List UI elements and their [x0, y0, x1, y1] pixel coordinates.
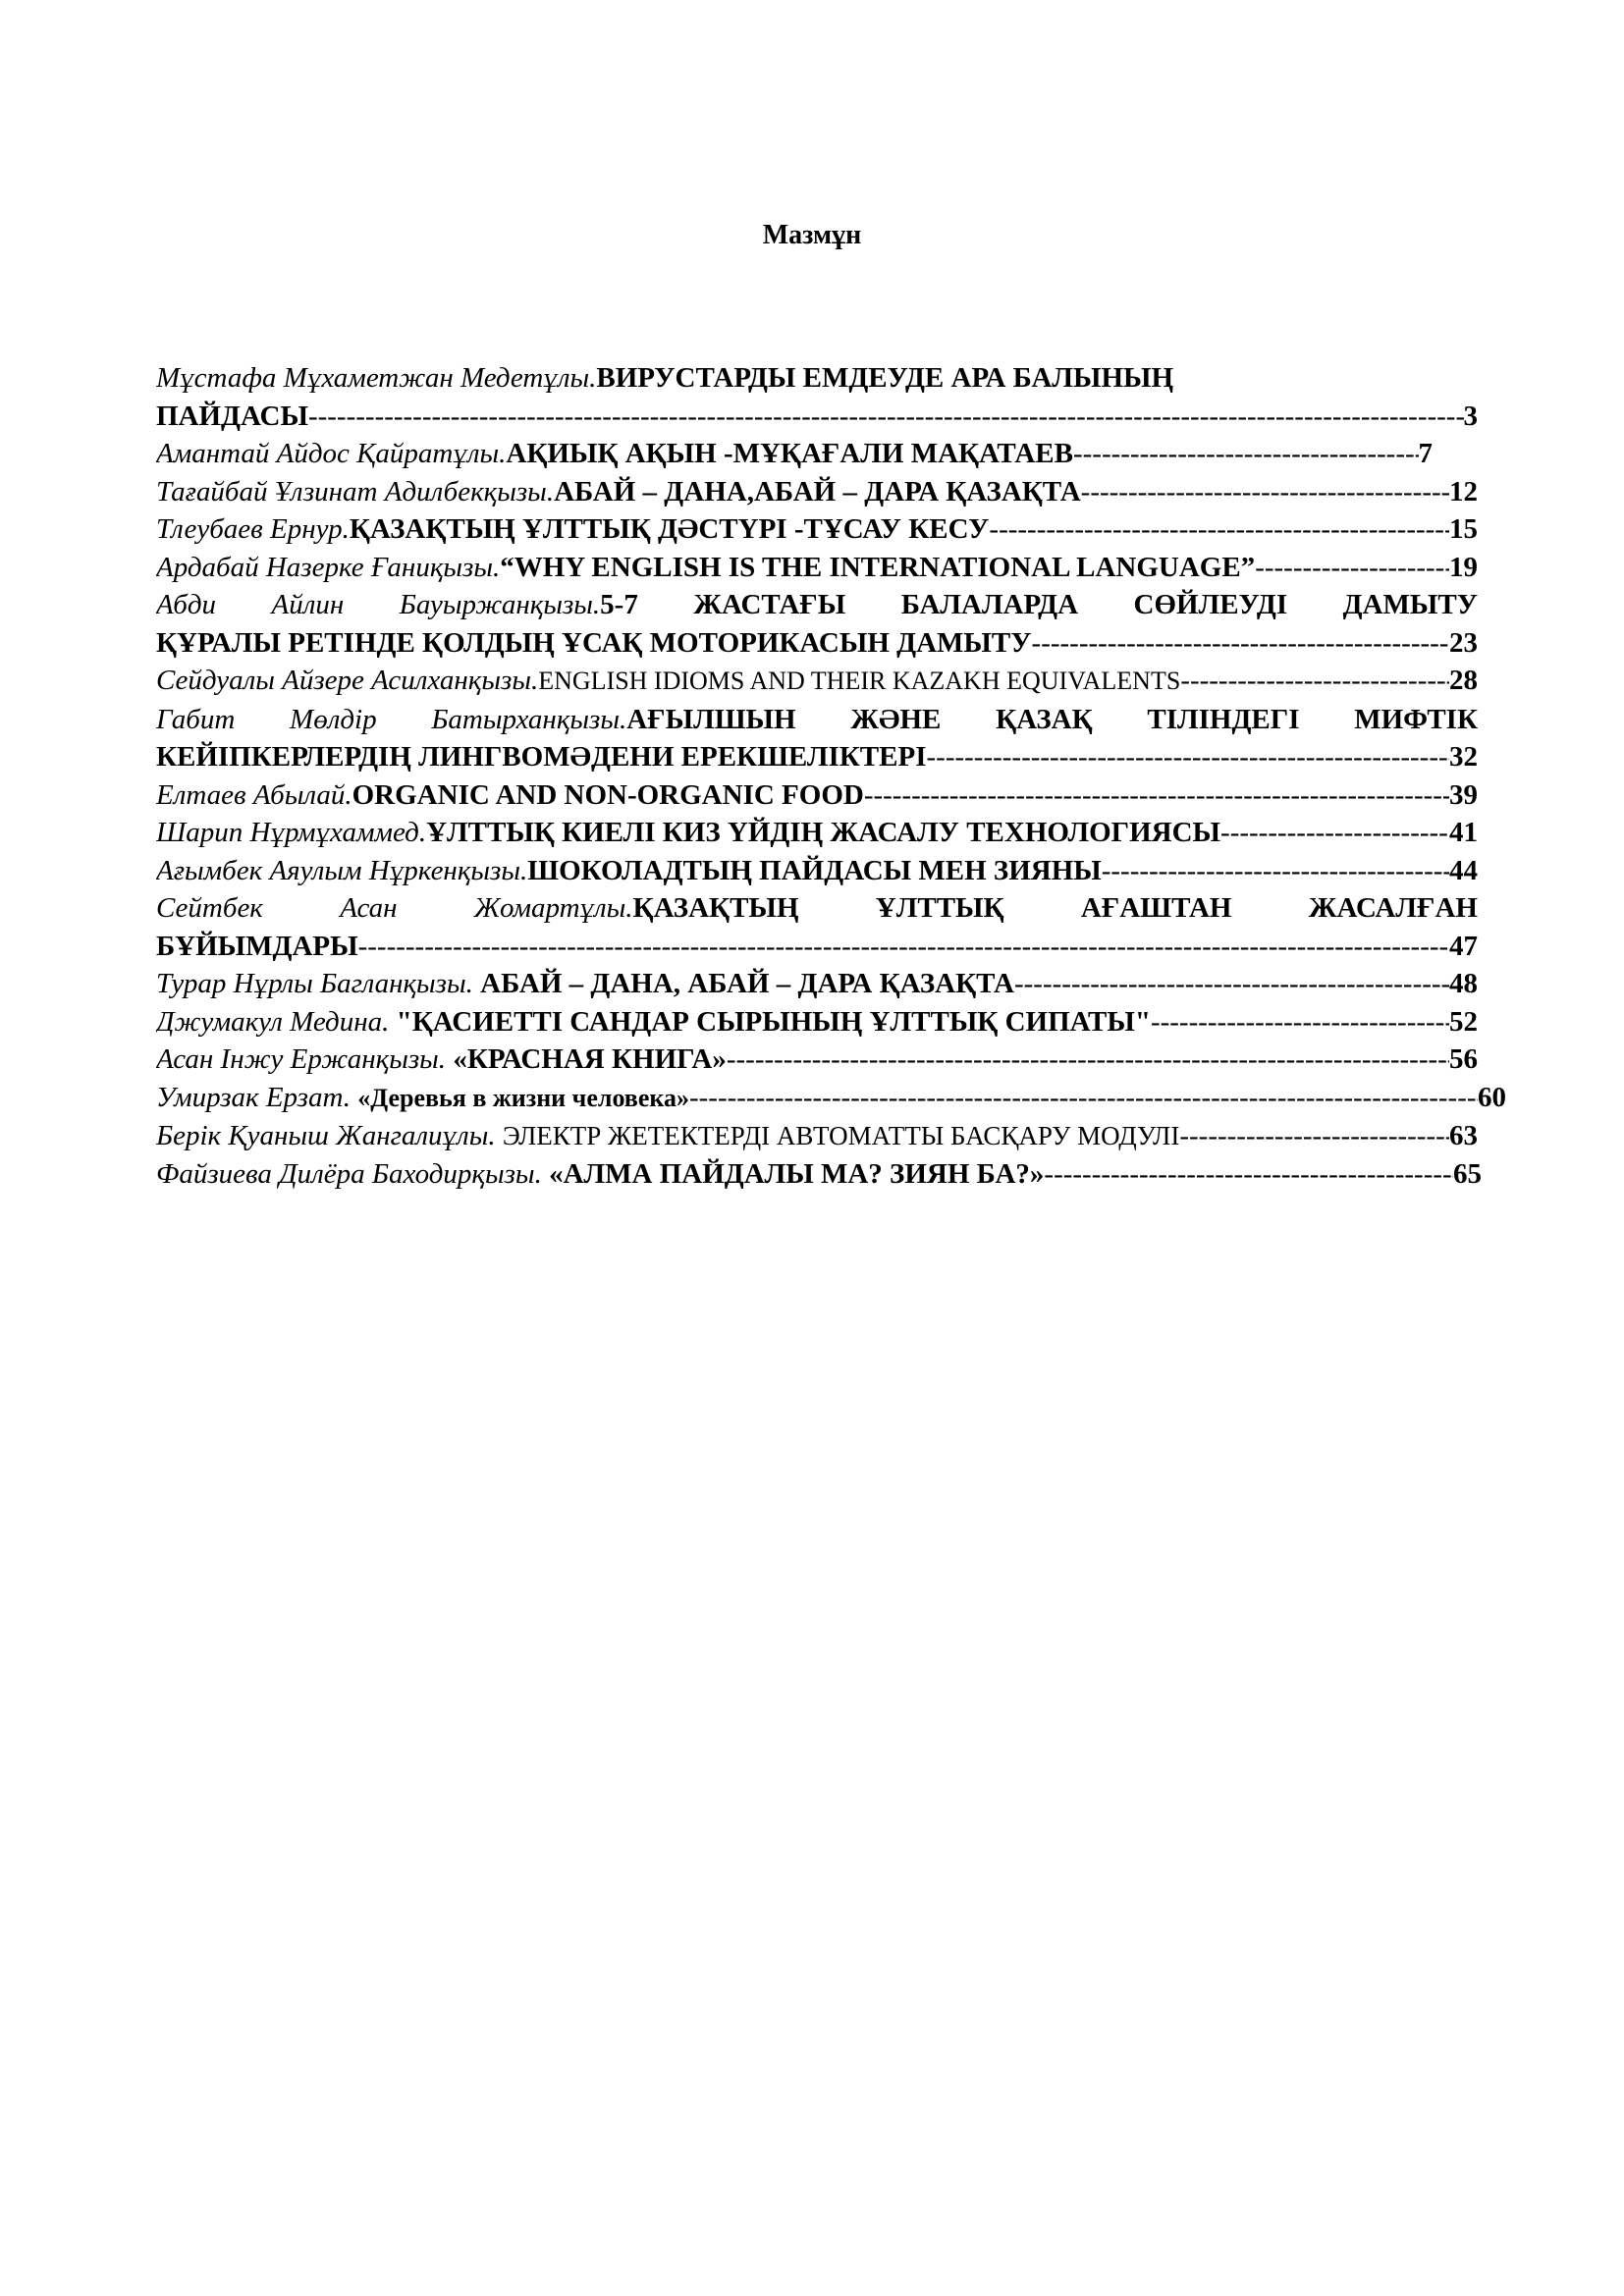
entry-title: ҚАЗАҚТЫҢ ҰЛТТЫҚ ДӘСТҮРІ -ТҰСАУ КЕСУ [349, 513, 990, 545]
entry-author: Умирзак Ерзат. [156, 1081, 358, 1113]
entry-title: "ҚАСИЕТТІ САНДАР СЫРЫНЫҢ ҰЛТТЫҚ СИПАТЫ" [396, 1005, 1151, 1038]
entry-title: АБАЙ – ДАНА, АБАЙ – ДАРА ҚАЗАҚТА [480, 968, 1014, 999]
entry-page-number: 63 [1449, 1120, 1478, 1151]
toc-entry [156, 662, 1478, 701]
entry-title-continued: ПАЙДАСЫ [156, 400, 308, 432]
toc-entry [156, 852, 1478, 890]
dash-leader [1102, 852, 1449, 890]
dash-leader [927, 738, 1450, 776]
entry-author: Файзиева Дилёра Баходирқызы. [156, 1157, 550, 1190]
entry-title-continued: ҚҰРАЛЫ РЕТІНДЕ ҚОЛДЫҢ ҰСАҚ МОТОРИКАСЫН ДАМЫТУ [156, 626, 1032, 659]
entry-author: Тлеубаев Ернур. [156, 513, 350, 545]
toc-entry [156, 549, 1478, 587]
entry-title: ENGLISH IDIOMS AND THEIR KAZAKH EQUIVALENTS [538, 667, 1181, 695]
entry-page-number: 60 [1478, 1081, 1506, 1113]
dash-leader [727, 1041, 1449, 1079]
toc-entry [156, 1117, 1478, 1155]
toc-entry [156, 701, 1478, 776]
entry-page-number: 41 [1449, 817, 1478, 848]
entry-author: Асан Інжу Ержанқызы. [156, 1043, 454, 1075]
dash-leader [1180, 662, 1449, 700]
entry-page-number: 3 [1463, 400, 1478, 432]
dash-leader [1044, 1155, 1453, 1194]
entry-author: Ағымбек Аяулым Нұркенқызы. [156, 854, 528, 886]
entry-author: Тағайбай Ұлзинат Адилбекқызы. [156, 475, 555, 507]
entry-page-number: 47 [1449, 930, 1478, 962]
entry-title: ВИРУСТАРДЫ ЕМДЕУДЕ АРА БАЛЫНЫҢ [596, 362, 1174, 394]
entry-title: «Деревья в жизни человека» [357, 1083, 689, 1112]
dash-leader [689, 1079, 1478, 1117]
entry-title: ҚАЗАҚТЫҢ ҰЛТТЫҚ АҒАШТАН ЖАСАЛҒАН [632, 892, 1478, 924]
entry-author: Мұстафа Мұхаметжан Медетұлы. [156, 362, 597, 394]
entry-page-number: 32 [1449, 741, 1478, 773]
dash-leader [1179, 1117, 1449, 1155]
toc-entry [156, 1041, 1478, 1079]
dash-leader [1073, 435, 1419, 473]
entry-author: Шарип Нұрмұхаммед. [156, 817, 427, 848]
page-title: Мазмұн [762, 220, 862, 250]
toc-entry [156, 1079, 1506, 1118]
toc-entry [156, 510, 1478, 549]
entry-page-number: 65 [1453, 1157, 1482, 1190]
entry-title-continued: БҰЙЫМДАРЫ [156, 930, 358, 962]
entry-page-number: 7 [1418, 438, 1433, 469]
dash-leader [989, 510, 1449, 549]
entry-page-number: 44 [1449, 854, 1478, 886]
dash-leader [1151, 1003, 1449, 1041]
toc-entry [156, 1003, 1478, 1041]
dash-leader [1032, 624, 1449, 663]
entry-author: Сейтбек Асан Жомартұлы. [156, 892, 633, 924]
entry-page-number: 19 [1449, 551, 1478, 583]
dash-leader [1081, 473, 1449, 511]
entry-author: Амантай Айдос Қайратұлы. [156, 438, 507, 469]
entry-title: «КРАСНАЯ КНИГА» [453, 1043, 727, 1075]
entry-title: ҰЛТТЫҚ КИЕЛІ КИЗ ҮЙДІҢ ЖАСАЛУ ТЕХНОЛОГИЯСЫ [426, 817, 1221, 848]
toc-entry [156, 359, 1478, 435]
entry-author: Елтаев Абылай. [156, 778, 352, 811]
toc-entry [156, 889, 1478, 965]
entry-author: Габит Мөлдір Батырханқызы. [156, 703, 627, 735]
dash-leader [1255, 549, 1449, 587]
entry-title: “WHY ENGLISH IS THE INTERNATIONAL LANGUAGE” [500, 551, 1256, 583]
entry-author: Берік Қуаныш Жангалиұлы. [156, 1120, 503, 1151]
entry-author: Турар Нұрлы Багланқызы. [156, 968, 481, 999]
toc-entry [156, 586, 1478, 662]
dash-leader [1220, 814, 1449, 852]
entry-title: ШОКОЛАДТЫҢ ПАЙДАСЫ МЕН ЗИЯНЫ [527, 854, 1102, 886]
entry-page-number: 23 [1449, 626, 1478, 659]
dash-leader [308, 398, 1464, 436]
entry-title: «АЛМА ПАЙДАЛЫ МА? ЗИЯН БА?» [549, 1157, 1045, 1190]
entry-title: ЭЛЕКТР ЖЕТЕКТЕРДІ АВТОМАТТЫ БАСҚАРУ МОДУЛІ [502, 1121, 1180, 1150]
entry-page-number: 48 [1449, 968, 1478, 999]
entry-author: Абди Айлин Бауыржанқызы. [156, 589, 601, 620]
toc-entry [156, 965, 1478, 1003]
toc-entry [156, 473, 1478, 511]
entry-author: Ардабай Назерке Ғаниқызы. [156, 551, 501, 583]
entry-title: ORGANIC AND NON-ORGANIC FOOD [352, 778, 864, 811]
entry-page-number: 15 [1449, 513, 1478, 545]
entry-page-number: 12 [1449, 475, 1478, 507]
dash-leader [358, 928, 1449, 966]
entry-page-number: 52 [1449, 1005, 1478, 1038]
dash-leader [1014, 965, 1449, 1003]
table-of-contents [156, 359, 1506, 1193]
entry-page-number: 28 [1449, 665, 1478, 696]
dash-leader [864, 776, 1449, 815]
entry-title: 5-7 ЖАСТАҒЫ БАЛАЛАРДА СӨЙЛЕУДІ ДАМЫТУ [600, 589, 1478, 620]
toc-entry [156, 814, 1478, 852]
toc-entry [156, 435, 1433, 473]
toc-entry [156, 776, 1478, 815]
entry-page-number: 56 [1449, 1043, 1478, 1075]
entry-title: АБАЙ – ДАНА,АБАЙ – ДАРА ҚАЗАҚТА [554, 475, 1081, 507]
entry-title: АҚИЫҚ АҚЫН -МҰҚАҒАЛИ МАҚАТАЕВ [506, 438, 1073, 469]
entry-title-continued: КЕЙІПКЕРЛЕРДІҢ ЛИНГВОМӘДЕНИ ЕРЕКШЕЛІКТЕРІ [156, 741, 927, 773]
entry-author: Сейдуалы Айзере Асилханқызы. [156, 665, 539, 696]
entry-author: Джумакул Медина. [156, 1005, 397, 1038]
entry-page-number: 39 [1449, 778, 1478, 811]
toc-entry [156, 1155, 1482, 1194]
entry-title: АҒЫЛШЫН ЖӘНЕ ҚАЗАҚ ТІЛІНДЕГІ МИФТІК [626, 703, 1478, 735]
